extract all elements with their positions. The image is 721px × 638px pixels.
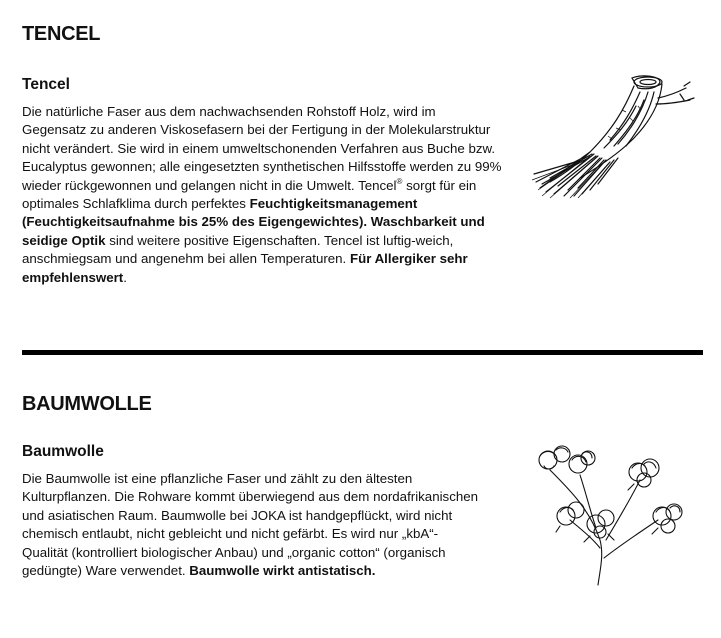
wood-branch-icon	[520, 70, 700, 200]
section-divider	[22, 350, 703, 355]
tencel-heading: TENCEL	[22, 23, 101, 45]
baumwolle-heading: BAUMWOLLE	[22, 393, 152, 415]
tencel-bold-1: Feuchtigkeitsmanagement (Feuchtigkeitsaufnahme bis 25% des Eigengewichtes). Waschbarkeit und seidige Optik	[22, 196, 485, 248]
tencel-text-2: sorgt für ein optimales Schlafklima durch perfektes	[22, 177, 477, 212]
tencel-paragraph	[22, 103, 502, 287]
tencel-bold-2: Für Allergiker sehr empfehlenswert	[22, 251, 468, 285]
baumwolle-bold-1: Baumwolle wirkt antistatisch.	[189, 563, 376, 579]
baumwolle-text-1: Die Baumwolle ist eine pflanzliche Faser und zählt zu den ältesten Kulturpflanzen. Die Rohware kommt überwiegend aus dem nordafrikanischen und asiatischen Raum. Baumwolle bei JOKA ist handgepflückt, wird nicht chemisch entlaubt, nicht gebleicht und nicht gefärbt. Es wird nur „kbA“-Qualität (kontrolliert biologischer Anbau) und „organic cotton“ (organisch gedüngte) Ware verwendet.	[22, 471, 479, 579]
registered-mark: ®	[396, 176, 403, 186]
tencel-subheading: Tencel	[22, 76, 70, 93]
tencel-text-4: .	[123, 269, 127, 285]
baumwolle-paragraph	[22, 470, 482, 580]
tencel-text-3: sind weitere positive Eigenschaften. Tencel ist luftig-weich, anschmiegsam und angenehm bei allen Temperaturen.	[22, 232, 454, 267]
tencel-text-1: Die natürliche Faser aus dem nachwachsenden Rohstoff Holz, wird im Gegensatz zu anderen Viskosefasern bei der Fertigung in der Molekularstruktur nicht verändert. Sie wird in einem umweltschonenden Verfahren aus Buche bzw. Eucalyptus gewonnen; alle eingesetzten synthetischen Hilfsstoffe werden zu 99% wieder rückgewonnen und gelangen nicht in die Umwelt. Tencel	[22, 104, 502, 193]
baumwolle-subheading: Baumwolle	[22, 443, 104, 460]
cotton-plant-icon	[530, 440, 700, 590]
